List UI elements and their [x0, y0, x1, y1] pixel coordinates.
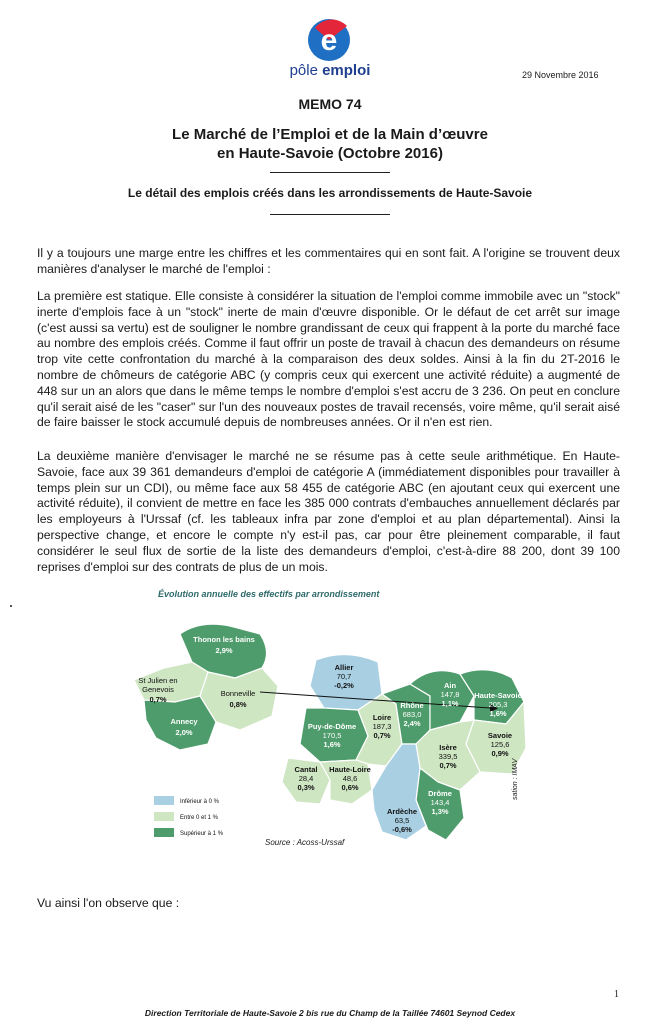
area-label-st-julien: St Julien en	[138, 676, 178, 685]
area-value-haute-savoie: 205,3	[488, 700, 508, 709]
legend-swatch-low	[154, 796, 174, 805]
legend-label-low: Inférieur à 0 %	[180, 799, 220, 805]
map-source: Source : Acoss-Urssaf	[265, 838, 345, 847]
area-value-loire: 187,3	[372, 722, 392, 731]
area-value-cantal: 28,4	[298, 774, 314, 783]
area-value-savoie: 125,6	[490, 740, 510, 749]
area-pct-cantal: 0,3%	[297, 783, 315, 792]
area-label-puy-de-dome: Puy-de-Dôme	[307, 722, 357, 731]
area-pct-ardeche: -0,6%	[392, 825, 412, 834]
logo-letter: e	[320, 24, 338, 57]
area-pct-drome: 1,3%	[431, 807, 449, 816]
page-number: 1	[614, 989, 619, 1000]
document-date: 29 Novembre 2016	[522, 70, 599, 80]
scan-speck	[10, 605, 12, 607]
area-pct-ain: 1,1%	[441, 699, 459, 708]
area-pct-allier: -0,2%	[334, 681, 354, 690]
logo-wordmark	[270, 62, 390, 79]
area-pct-puy-de-dome: 1,6%	[323, 740, 341, 749]
document-subtitle: Le détail des emplois créés dans les arrondissements de Haute-Savoie	[127, 186, 533, 200]
area-label-cantal: Cantal	[294, 765, 318, 774]
area-pct-annecy: 2,0%	[175, 728, 193, 737]
title-divider	[270, 172, 390, 173]
area-label-bonneville: Bonneville	[220, 689, 256, 698]
legend-swatch-high	[154, 828, 174, 837]
area-label-allier: Allier	[334, 663, 354, 672]
document-title-line-2: en Haute-Savoie (Octobre 2016)	[217, 145, 443, 162]
area-label-thonon: Thonon les bains	[193, 635, 255, 644]
area-pct-loire: 0,7%	[373, 731, 391, 740]
memo-number: MEMO 74	[298, 96, 362, 112]
legend-label-high: Supérieur à 1 %	[180, 831, 224, 837]
area-value-allier: 70,7	[336, 672, 352, 681]
area-pct-thonon: 2,9%	[215, 646, 233, 655]
area-label-haute-loire: Haute-Loire	[329, 765, 371, 774]
footer-address: Direction Territoriale de Haute-Savoie 2 bis rue du Champ de la Taillée 74601 Seynod Cedex	[144, 1008, 516, 1018]
conclusion-text: Vu ainsi l'on observe que :	[37, 896, 180, 910]
map-title: Évolution annuelle des effectifs par arrondissement	[158, 589, 380, 599]
paragraph-dynamic-analysis: La deuxième manière d'envisager le marché ne se résume pas à cette seule arithmétique. En Haute-Savoie, face aux 39 361 demandeurs d'emploi de catégorie A (immédiatement disponibles pour travailler à temps plein sur un CDI), ou même face aux 58 455 de catégorie ABC (en ajoutant ceux qui exercent une activité réduite), il convient de mettre en face les 385 000 contrats d'embauches annuellement déclarés par les employeurs à l'Urssaf (cf. les tableaux infra par zone d'emploi et au plan départemental). Ainsi la perspective change, et encore le compte n'y est-il pas, car pour être pleinement comparable, il faut considérer le seul flux de sortie de la liste des demandeurs d'emploi, c'est-à-dire 88 200, dont 39 100 reprises d'emploi sur des contrats de plus de un mois.	[37, 449, 620, 574]
area-label-ain: Ain	[443, 681, 457, 690]
area-value-ardeche: 63,5	[394, 816, 410, 825]
area-value-puy-de-dome: 170,5	[322, 731, 342, 740]
area-label-annecy: Annecy	[170, 717, 198, 726]
area-pct-rhone: 2,4%	[403, 719, 421, 728]
map-credit: sation : IMAV	[512, 758, 519, 800]
region-map	[120, 604, 530, 852]
area-value-haute-loire: 48,6	[342, 774, 358, 783]
area-pct-bonneville: 0,8%	[229, 700, 247, 709]
legend-swatch-mid	[154, 812, 174, 821]
paragraph-intro: Il y a toujours une marge entre les chiffres et les commentaires qui en sont fait. A l'origine se trouvent deux manières d'analyser le marché de l'emploi :	[37, 246, 620, 276]
area-label-drome: Drôme	[428, 789, 452, 798]
logo-word-2: emploi	[322, 62, 371, 79]
area-value-drome: 143,4	[430, 798, 450, 807]
area-label-savoie: Savoie	[487, 731, 513, 740]
document-title-line-1: Le Marché de l’Emploi et de la Main d’œuvre	[172, 126, 488, 143]
area-label-isere: Isère	[439, 743, 457, 752]
area-pct-isere: 0,7%	[439, 761, 457, 770]
area-label-haute-savoie: Haute-Savoie	[474, 691, 522, 700]
area-pct-haute-savoie: 1,6%	[489, 709, 507, 718]
area-pct-st-julien: 0,7%	[149, 695, 167, 704]
area-value-isere: 339,5	[438, 752, 458, 761]
area-value-rhone: 683,0	[402, 710, 422, 719]
area-pct-haute-loire: 0,6%	[341, 783, 359, 792]
paragraph-static-analysis: La première est statique. Elle consiste à considérer la situation de l'emploi comme immobile avec un "stock" inerte d'emplois face à un "stock" inerte de main d'œuvre disponible. Or le défaut de cet arrêt sur image (c'est aussi sa vertu) est de souligner le nombre grandissant de ceux qui frappent à la porte du marché face au nombre des emplois créés. Comme il faut offrir un poste de travail à chacun des demandeurs on résume trop vite cette confrontation du marché à la comparaison des deux soldes. Ainsi à la fin du 2T-2016 le nombre de chômeurs de catégorie ABC (y compris ceux qui exercent une activité réduite) a augmenté de 448 sur un an alors que dans le même temps le nombre d'emploi s'est accru de 3 236. On peut en conclure qu'il serait aisé de les "caser" sur l'un des nouveaux postes de travail recensés, voire même, qu'il serait aisé de faire baisser le stock accumulé depuis de nombreuses années. Or il n'en est rien.	[37, 289, 620, 430]
area-label-loire: Loire	[372, 713, 392, 722]
legend-label-mid: Entre 0 et 1 %	[180, 815, 219, 821]
area-label-st-julien-2: Genevois	[142, 685, 174, 694]
logo-word-1: pôle	[289, 62, 318, 79]
area-label-ardeche: Ardèche	[386, 807, 418, 816]
area-pct-savoie: 0,9%	[491, 749, 509, 758]
area-value-ain: 147,8	[440, 690, 460, 699]
area-label-rhone: Rhône	[400, 701, 424, 710]
subtitle-divider	[270, 214, 390, 215]
